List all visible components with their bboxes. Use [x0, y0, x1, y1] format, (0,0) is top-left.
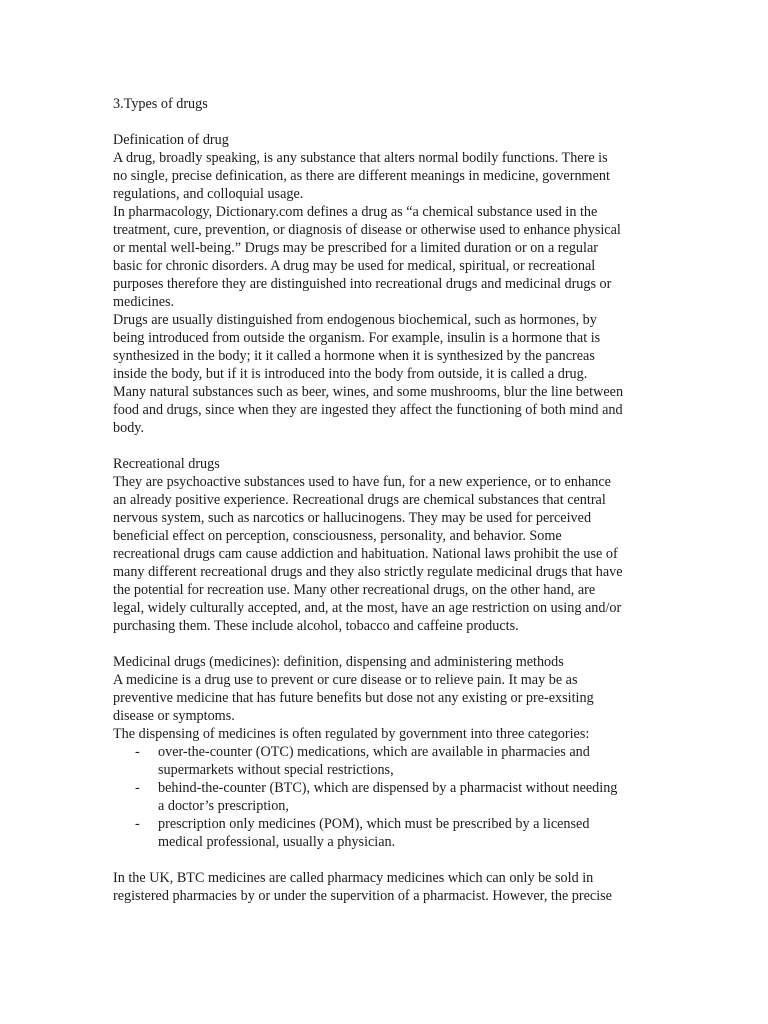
dispensing-categories-list: [113, 743, 668, 851]
text-line: treatment, cure, prevention, or diagnosis of disease or otherwise used to enhance physical: [113, 222, 621, 238]
text-line: the potential for recreation use. Many other recreational drugs, on the other hand, are: [113, 582, 596, 598]
text-line: disease or symptoms.: [113, 708, 235, 724]
text-line: Many natural substances such as beer, wines, and some mushrooms, blur the line between: [113, 384, 624, 400]
text-line: A medicine is a drug use to prevent or cure disease or to relieve pain. It may be as: [113, 672, 578, 688]
text-line: A drug, broadly speaking, is any substance that alters normal bodily functions. There is: [113, 150, 608, 166]
text-line: an already positive experience. Recreational drugs are chemical substances that central: [113, 492, 606, 508]
text-line: registered pharmacies by or under the supervition of a pharmacist. However, the precise: [113, 888, 612, 904]
text-line: In pharmacology, Dictionary.com defines a drug as “a chemical substance used in the: [113, 204, 598, 220]
text-line: purposes therefore they are distinguished into recreational drugs and medicinal drugs or: [113, 276, 612, 292]
text-line: synthesized in the body; it it called a hormone when it is synthesized by the pancreas: [113, 348, 595, 364]
paragraph: [113, 149, 668, 203]
text-line: preventive medicine that has future benefits but dose not any existing or pre-exsiting: [113, 690, 594, 706]
text-line: basic for chronic disorders. A drug may be used for medical, spiritual, or recreational: [113, 258, 596, 274]
text-line: recreational drugs cam cause addiction and habituation. National laws prohibit the use of: [113, 546, 618, 562]
paragraph: [113, 671, 668, 725]
section-heading-recreational: Recreational drugs: [113, 456, 220, 472]
paragraph: [113, 203, 668, 311]
list-item-line: supermarkets without special restrictions,: [158, 762, 394, 778]
list-item: [113, 743, 668, 779]
paragraph: [113, 311, 668, 437]
text-line: no single, precise definication, as there are different meanings in medicine, government: [113, 168, 610, 184]
text-line: legal, widely culturally accepted, and, at the most, have an age restriction on using and/or: [113, 600, 622, 616]
list-item: [113, 779, 668, 815]
text-line: In the UK, BTC medicines are called pharmacy medicines which can only be sold in: [113, 870, 594, 886]
text-line: many different recreational drugs and they also strictly regulate medicinal drugs that have: [113, 564, 623, 580]
text-line: Drugs are usually distinguished from endogenous biochemical, such as hormones, by: [113, 312, 597, 328]
list-item-line: medical professional, usually a physician.: [158, 834, 396, 850]
bullet-dash: -: [135, 744, 140, 760]
text-line: food and drugs, since when they are ingested they affect the functioning of both mind and: [113, 402, 623, 418]
text-line: inside the body, but if it is introduced into the body from outside, it is called a drug.: [113, 366, 588, 382]
list-item-line: prescription only medicines (POM), which must be prescribed by a licensed: [158, 816, 590, 832]
text-line: medicines.: [113, 294, 175, 310]
paragraph: [113, 869, 668, 905]
paragraph: [113, 473, 668, 635]
list-item-line: behind-the-counter (BTC), which are dispensed by a pharmacist without needing: [158, 780, 618, 796]
text-line: being introduced from outside the organism. For example, insulin is a hormone that is: [113, 330, 601, 346]
paragraph: [113, 725, 668, 743]
section-heading-medicinal: Medicinal drugs (medicines): definition, dispensing and administering methods: [113, 654, 564, 670]
list-item-line: over-the-counter (OTC) medications, which are available in pharmacies and: [158, 744, 590, 760]
text-line: or mental well-being.” Drugs may be prescribed for a limited duration or on a regular: [113, 240, 598, 256]
text-line: They are psychoactive substances used to have fun, for a new experience, or to enhance: [113, 474, 611, 490]
list-item: [113, 815, 668, 851]
document-title: 3.Types of drugs: [113, 96, 208, 112]
text-line: The dispensing of medicines is often regulated by government into three categories:: [113, 726, 590, 742]
bullet-dash: -: [135, 780, 140, 796]
text-line: regulations, and colloquial usage.: [113, 186, 304, 202]
text-line: nervous system, such as narcotics or hallucinogens. They may be used for perceived: [113, 510, 592, 526]
text-line: body.: [113, 420, 144, 436]
text-line: purchasing them. These include alcohol, tobacco and caffeine products.: [113, 618, 519, 634]
section-heading-definition: Definication of drug: [113, 132, 229, 148]
bullet-dash: -: [135, 816, 140, 832]
list-item-line: a doctor’s prescription,: [158, 798, 289, 814]
text-line: beneficial effect on perception, consciousness, personality, and behavior. Some: [113, 528, 562, 544]
